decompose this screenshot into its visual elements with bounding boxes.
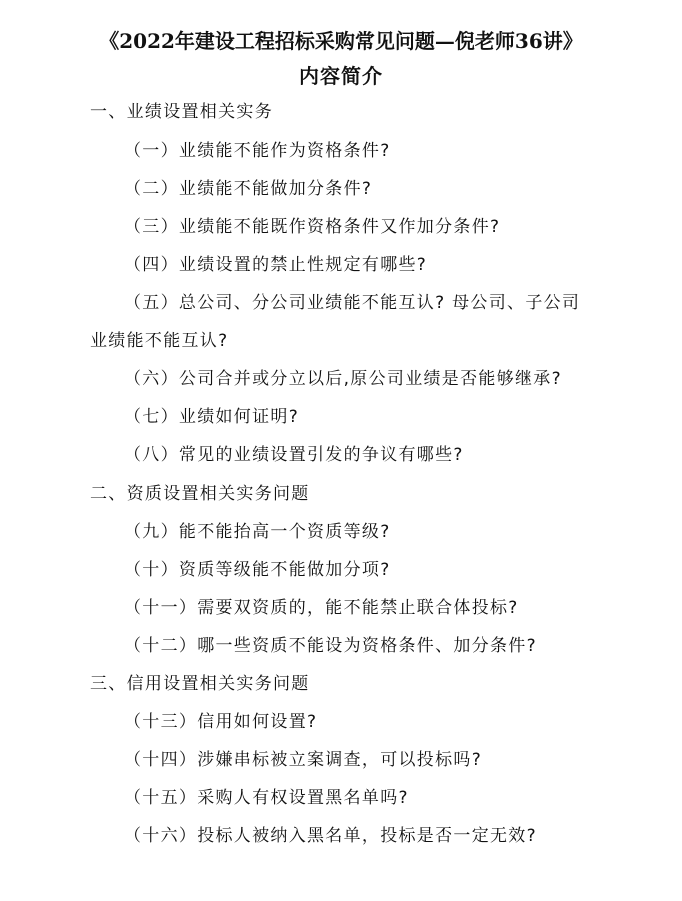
section-heading-3: 三、信用设置相关实务问题 bbox=[90, 674, 310, 694]
question-item-11: （十一）需要双资质的，能不能禁止联合体投标? bbox=[124, 598, 519, 618]
question-item-14: （十四）涉嫌串标被立案调查，可以投标吗? bbox=[124, 750, 483, 770]
question-item-13: （十三）信用如何设置? bbox=[124, 712, 318, 732]
question-item-7: （七）业绩如何证明? bbox=[124, 407, 300, 427]
question-item-12: （十二）哪一些资质不能设为资格条件、加分条件? bbox=[124, 636, 537, 656]
question-item-5: （五）总公司、分公司业绩能不能互认? 母公司、子公司 bbox=[124, 293, 581, 313]
document-subtitle: 内容简介 bbox=[299, 64, 383, 88]
question-item-6: （六）公司合并或分立以后,原公司业绩是否能够继承? bbox=[124, 369, 562, 389]
question-item-3: （三）业绩能不能既作资格条件又作加分条件? bbox=[124, 217, 501, 237]
question-item-2: （二）业绩能不能做加分条件? bbox=[124, 179, 373, 199]
question-item-9: （九）能不能抬高一个资质等级? bbox=[124, 522, 391, 542]
question-item-1: （一）业绩能不能作为资格条件? bbox=[124, 141, 391, 161]
question-item-15: （十五）采购人有权设置黑名单吗? bbox=[124, 788, 409, 808]
question-item-16: （十六）投标人被纳入黑名单，投标是否一定无效? bbox=[124, 826, 537, 846]
question-item-4: （四）业绩设置的禁止性规定有哪些? bbox=[124, 255, 428, 275]
question-item-8: （八）常见的业绩设置引发的争议有哪些? bbox=[124, 445, 464, 465]
section-heading-1: 一、业绩设置相关实务 bbox=[90, 102, 273, 122]
question-item-10: （十）资质等级能不能做加分项? bbox=[124, 560, 391, 580]
question-item-5-continuation: 业绩能不能互认? bbox=[90, 331, 229, 351]
section-heading-2: 二、资质设置相关实务问题 bbox=[90, 484, 310, 504]
document-title: 《2022年建设工程招标采购常见问题—倪老师36讲》 bbox=[99, 29, 583, 53]
